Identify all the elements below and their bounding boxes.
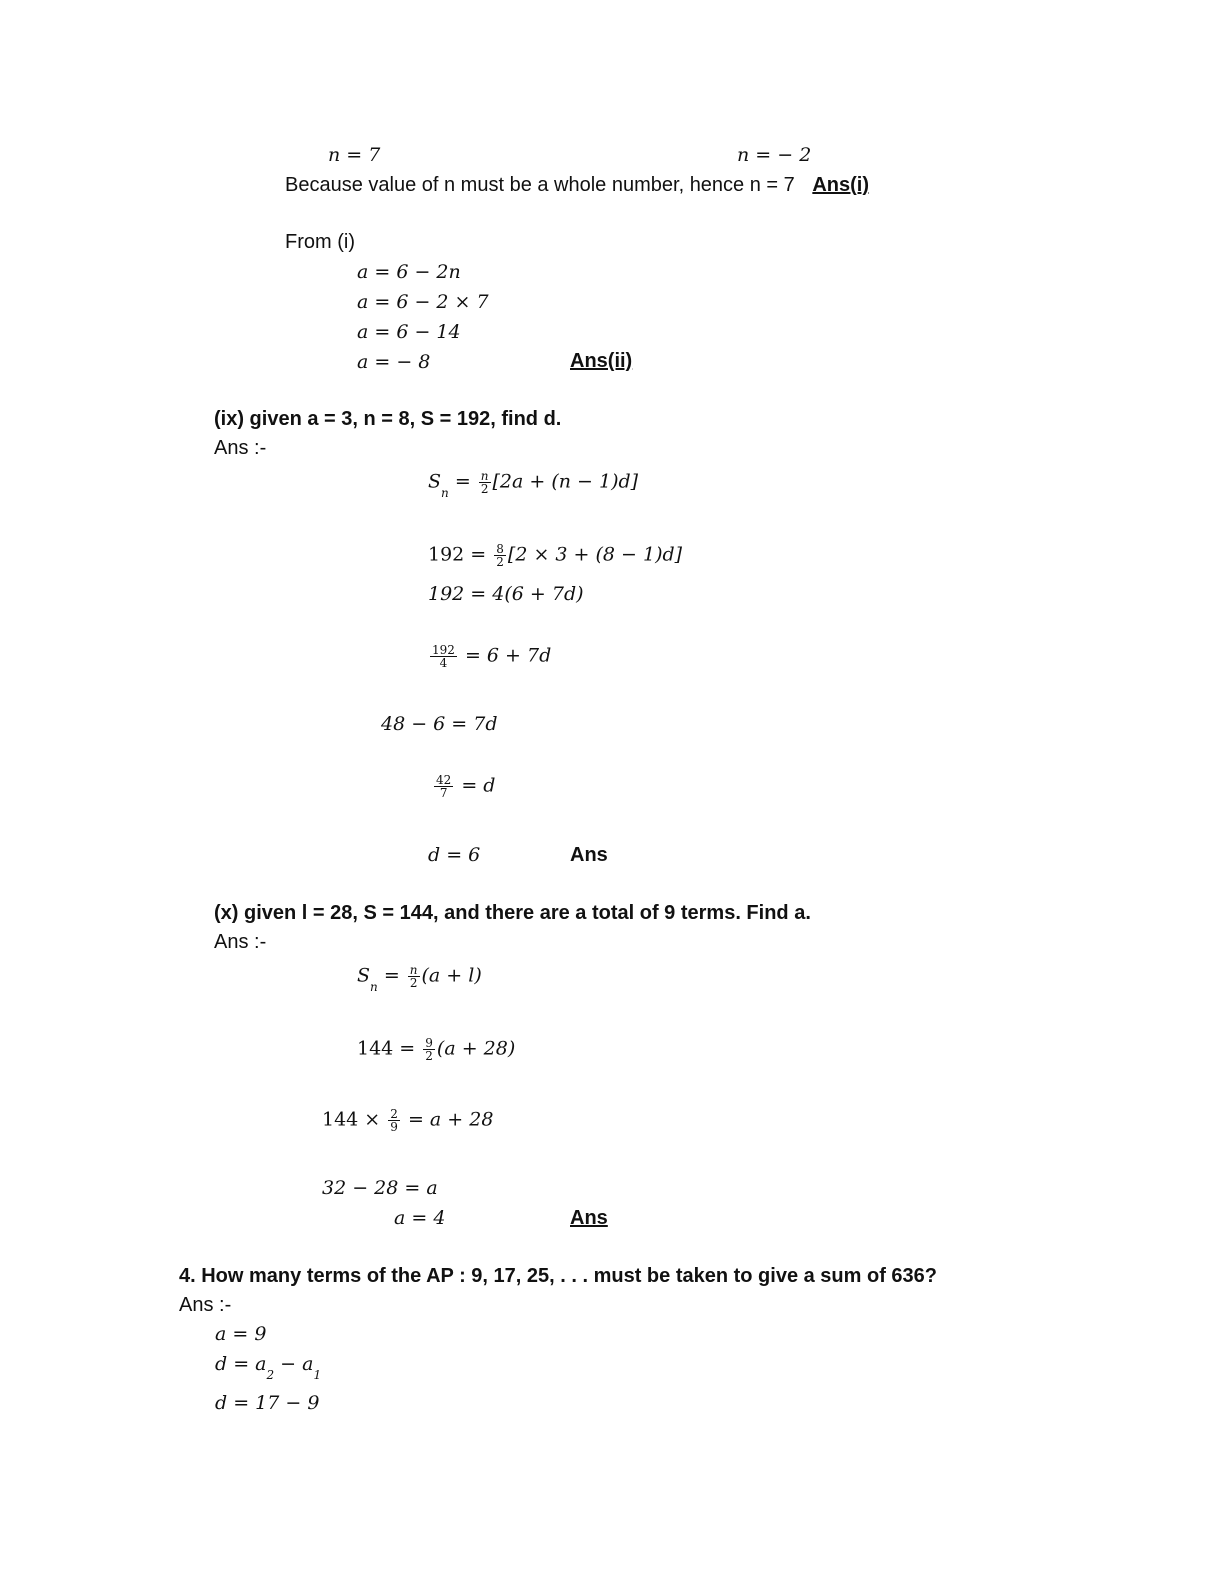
n-over-2-fraction: $\frac{n}{2}$ <box>409 963 418 990</box>
x-sum-formula: $S_n$ = $\frac{n}{2}$ (a + l) <box>357 963 482 994</box>
equals: = <box>454 470 471 493</box>
x-ans-label: Ans :- <box>214 931 267 953</box>
because-statement <box>285 174 869 197</box>
ix-step-3: $\frac{192}{4}$ = 6 + 7d <box>432 643 552 670</box>
from-i-line-2: a = 6 − 2 × 7 <box>357 291 489 313</box>
ix-step-4: 48 − 6 = 7d <box>381 713 498 735</box>
ix-ans-label: Ans :- <box>214 437 267 459</box>
q4-line-2: $d = a_2 - a_1$ <box>215 1353 322 1382</box>
x-step-2: 144 × $\frac{2}{9}$ = a + 28 <box>322 1107 494 1134</box>
ix-result: d = 6 <box>428 844 481 866</box>
n-over-2-fraction: $\frac{n}{2}$ <box>480 469 489 496</box>
x-ans: Ans <box>570 1207 608 1229</box>
q4-line-3: d = 17 − 9 <box>215 1392 320 1414</box>
from-i-line-3: a = 6 − 14 <box>357 321 461 343</box>
n-subscript: n <box>441 485 449 500</box>
fraction: $\frac{9}{2}$ <box>425 1036 433 1063</box>
eq-n-negative: n = − 2 <box>737 144 812 166</box>
because-text: Because value of n must be a whole number, hence n = 7 <box>285 174 795 196</box>
question-ix: (ix) given a = 3, n = 8, S = 192, find d. <box>214 408 562 430</box>
ans-i-label: Ans(i) <box>812 174 870 196</box>
q4-line-1: a = 9 <box>215 1323 267 1345</box>
from-i-line-4: a = − 8 <box>357 351 431 373</box>
ix-step-5: $\frac{42}{7}$ = d <box>436 773 496 800</box>
x-step-1: 144 = $\frac{9}{2}$ (a + 28) <box>357 1036 516 1063</box>
x-step-3: 32 − 28 = a <box>322 1177 438 1199</box>
ans-ii-label: Ans(ii) <box>570 350 633 372</box>
fraction: $\frac{192}{4}$ <box>432 643 455 670</box>
fraction: $\frac{8}{2}$ <box>496 542 504 569</box>
q4-ans-label: Ans :- <box>179 1294 232 1316</box>
from-i-label: From (i) <box>285 231 355 253</box>
x-result: a = 4 <box>394 1207 446 1229</box>
ix-step-1: 192 = $\frac{8}{2}$ [2 × 3 + (8 − 1)d] <box>428 542 683 569</box>
ix-sum-formula <box>428 469 639 500</box>
S-symbol: S <box>428 470 442 493</box>
fraction: $\frac{2}{9}$ <box>390 1107 398 1134</box>
from-i-line-1: a = 6 − 2n <box>357 261 461 283</box>
question-x: (x) given l = 28, S = 144, and there are a total of 9 terms. Find a. <box>214 902 811 924</box>
eq-n-positive: n = 7 <box>328 144 381 166</box>
fraction: $\frac{42}{7}$ <box>436 773 452 800</box>
formula-body: [2a + (n − 1)d] <box>492 470 639 493</box>
question-4: 4. How many terms of the AP : 9, 17, 25, . . . must be taken to give a sum of 636? <box>179 1265 938 1287</box>
ix-step-2: 192 = 4(6 + 7d) <box>428 583 584 605</box>
ix-ans: Ans <box>570 844 608 866</box>
